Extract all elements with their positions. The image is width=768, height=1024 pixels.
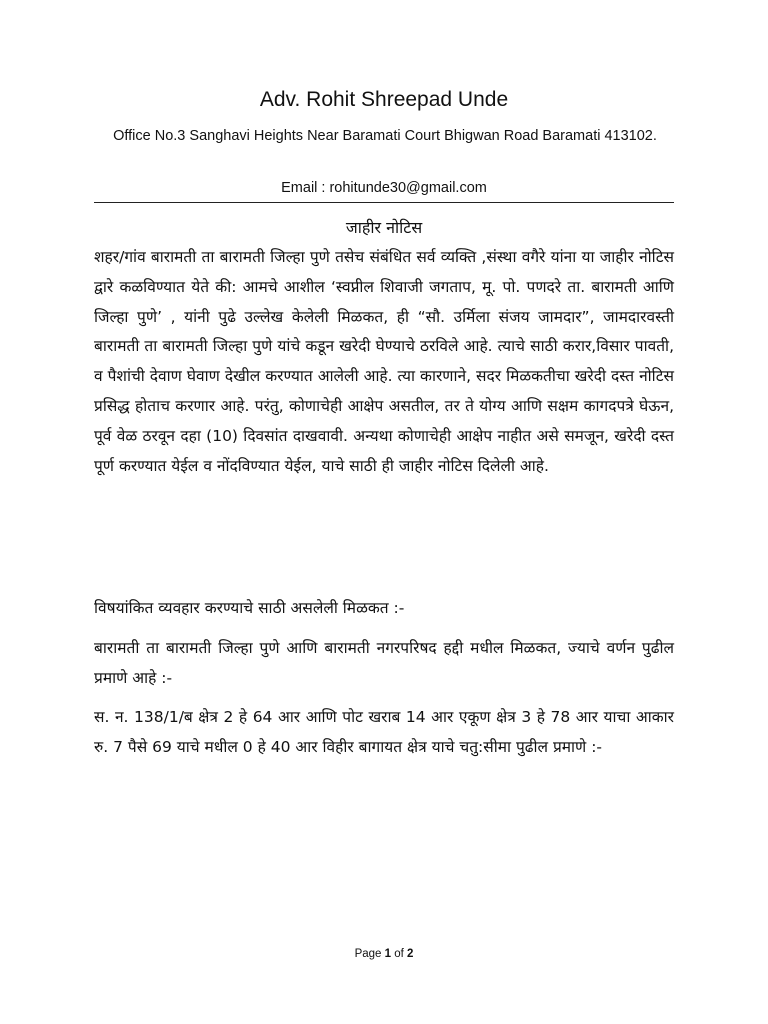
notice-main-paragraph: शहर/गांव बारामती ता बारामती जिल्हा पुणे तसेच संबंधित सर्व व्यक्ति ,संस्था वगैरे यांना या जाहीर नोटिस द्वारे कळविण्यात येते की: आमचे आशील ‘स्वप्नील शिवाजी जगताप, मू. पो. पणदरे ता. बारामती आणि जिल्हा पुणे’ , यांनी पुढे उल्लेख केलेली मिळकत, ही “सौ. उर्मिला संजय जामदार”, जामदारवस्ती बारामती ता बारामती जिल्हा पुणे यांचे कडून खरेदी घेण्याचे ठरविले आहे. त्याचे साठी करार,विसार पावती, व पैशांची देवाण घेवाण देखील करण्यात आलेली आहे. त्या कारणाने, सदर मिळकतीचा खरेदी दस्त नोटिस प्रसिद्ध होताच करणार आहे. परंतु, कोणाचेही आक्षेप असतील, तर ते योग्य आणि सक्षम कागदपत्रे घेऊन, पूर्व वेळ ठरवून दहा (10) दिवसांत दाखवावी. अन्यथा कोणाचेही आक्षेप नाहीत असे समजून, खरेदी दस्त पूर्ण करण्यात येईल व नोंदविण्यात येईल, याचे साठी ही जाहीर नोटिस दिलेली आहे. [94,248,674,475]
header-divider [94,202,674,203]
total-pages-number: 2 [407,948,414,960]
email-line: Email : rohitunde30@gmail.com [281,180,487,196]
office-address: Office No.3 Sanghavi Heights Near Baramati Court Bhigwan Road Baramati 413102. [113,128,657,144]
current-page-number: 1 [384,948,392,960]
advocate-name: Adv. Rohit Shreepad Unde [259,88,509,111]
of-word: of [394,948,404,960]
property-location-paragraph: बारामती ता बारामती जिल्हा पुणे आणि बारामती नगरपरिषद हद्दी मधील मिळकत, ज्याचे वर्णन पुढील प्रमाणे आहे :- [94,639,674,687]
property-subject-paragraph: विषयांकित व्यवहार करण्याचे साठी असलेली मिळकत :- [94,599,405,617]
page-number-footer [0,948,768,960]
survey-details-paragraph: स. न. 138/1/ब क्षेत्र 2 हे 64 आर आणि पोट खराब 14 आर एकूण क्षेत्र 3 हे 78 आर याचा आकार रु. 7 पैसे 69 याचे मधील 0 हे 40 आर विहीर बागायत क्षेत्र याचे चतु:सीमा पुढील प्रमाणे :- [94,708,674,756]
notice-title: जाहीर नोटिस [345,218,423,237]
page-word: Page [354,948,382,960]
